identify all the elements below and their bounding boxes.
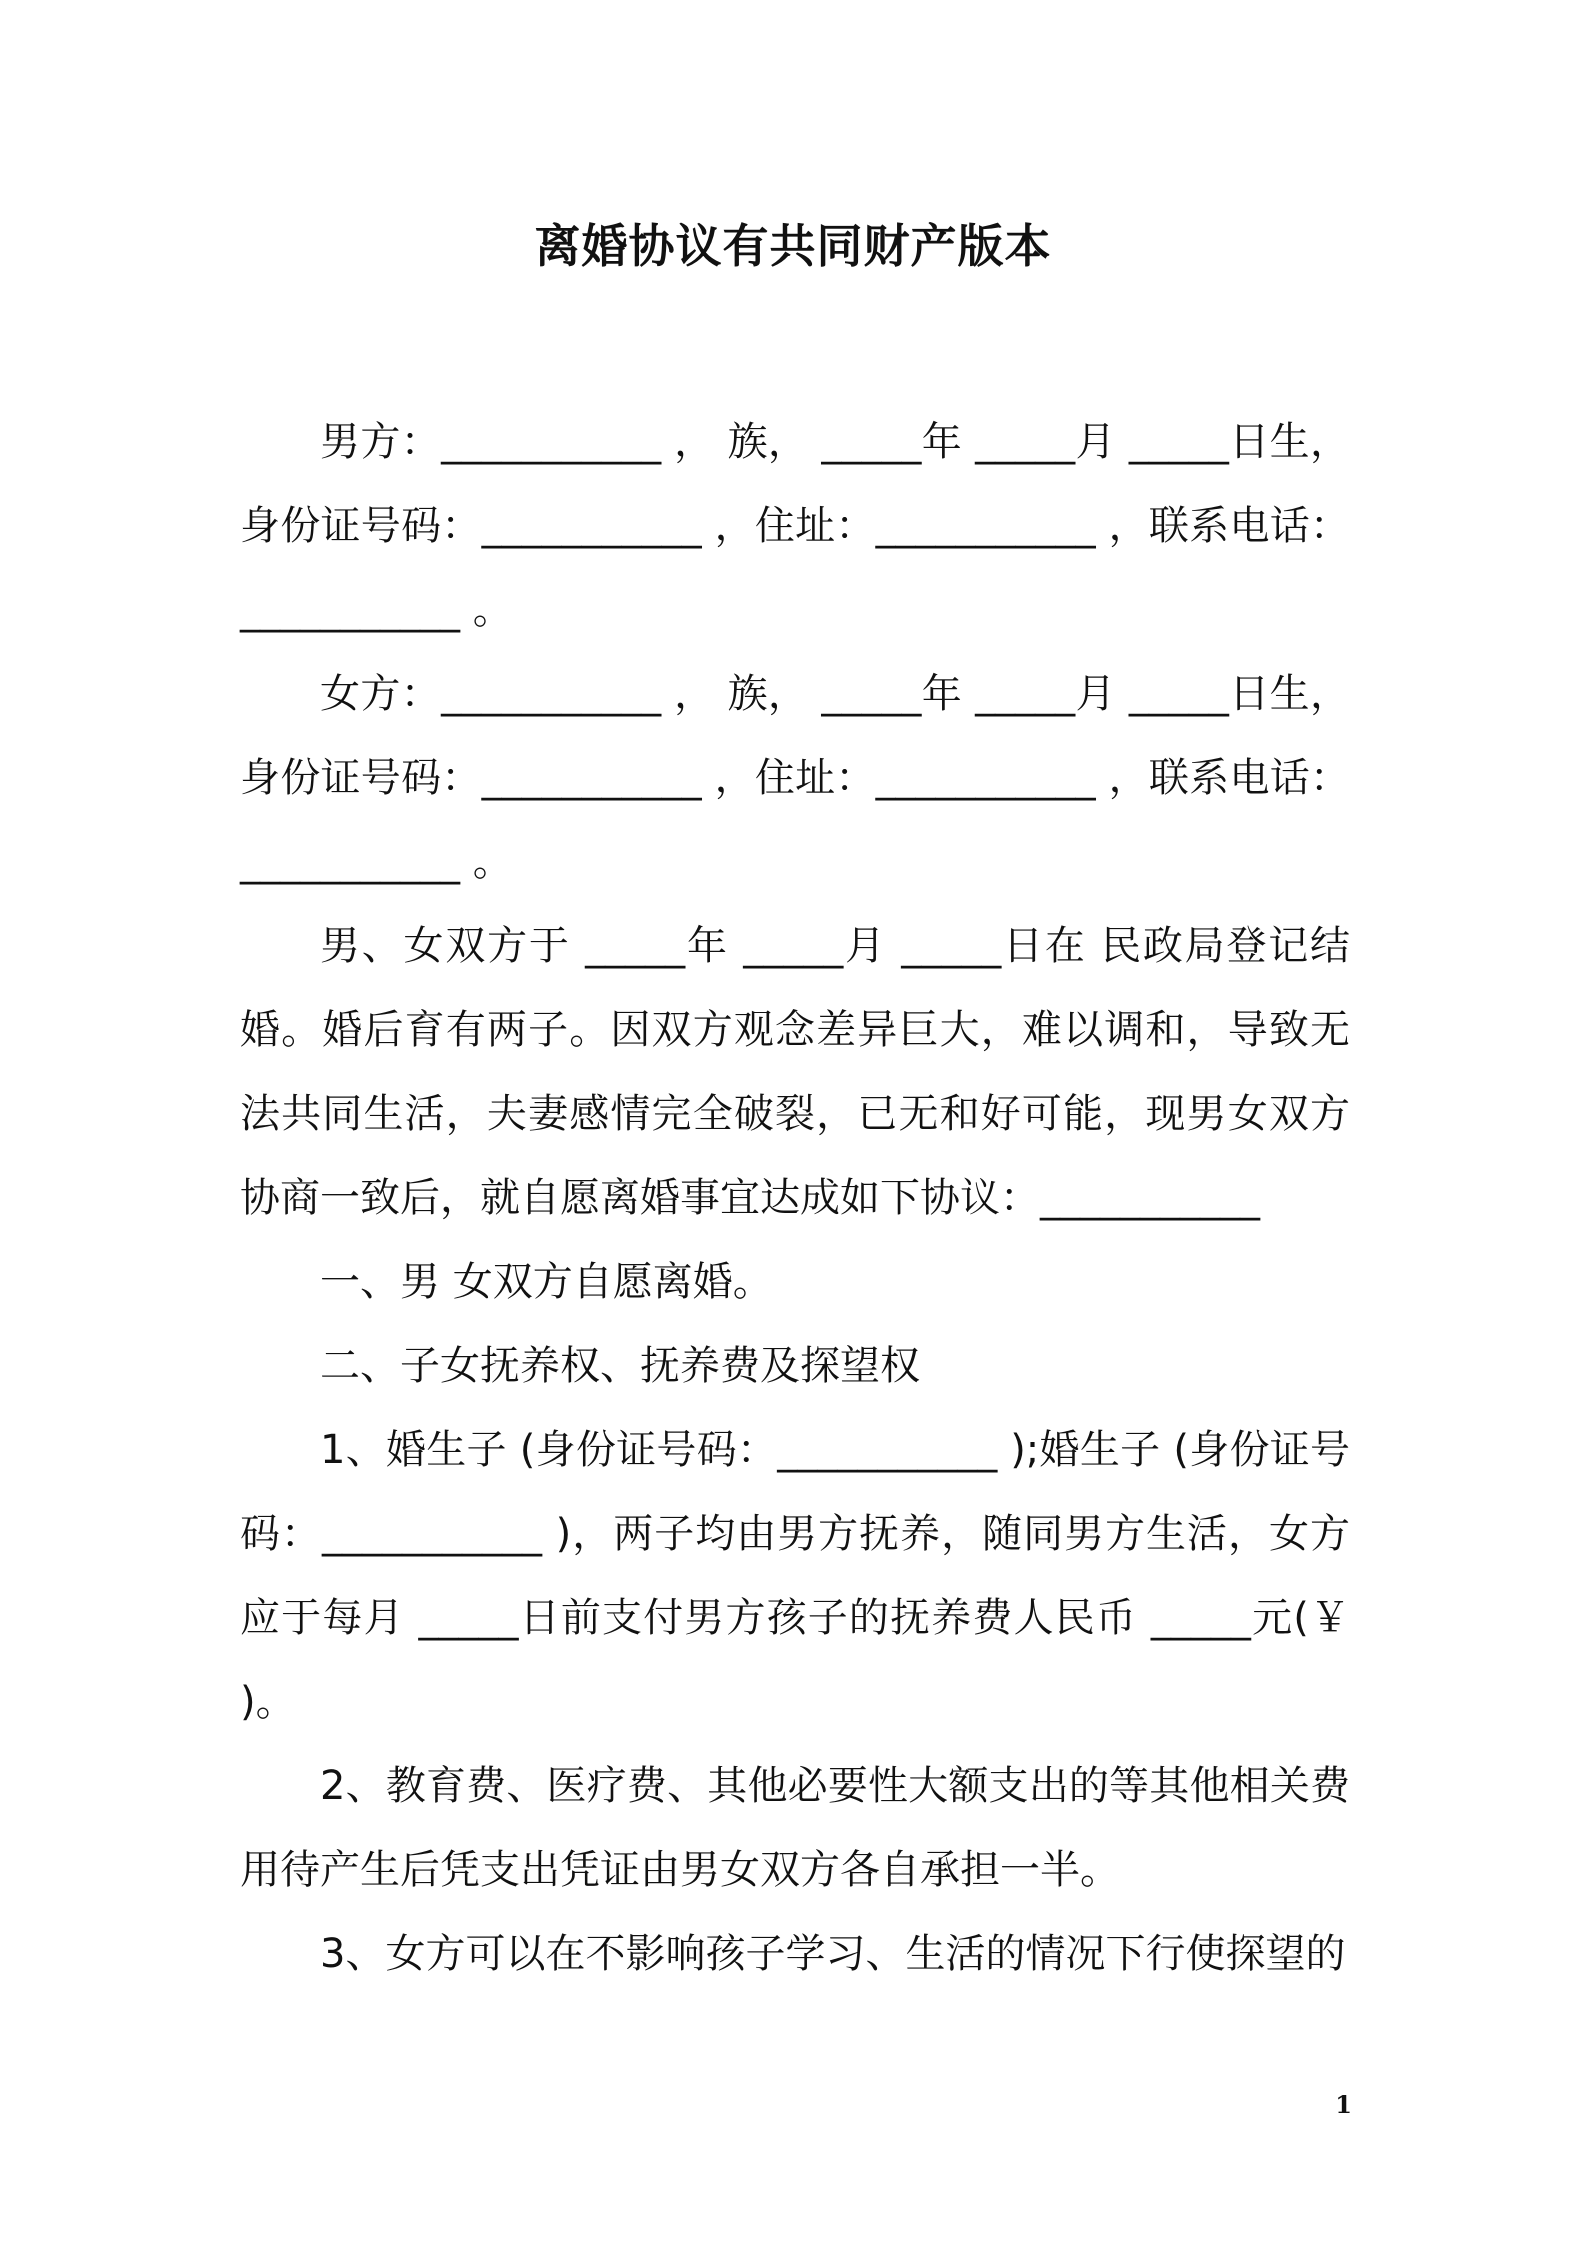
document-title: 离婚协议有共同财产版本 <box>534 219 1052 273</box>
visitation-paragraph: 3、女方可以在不影响孩子学习、生活的情况下行使探望的 <box>320 1931 1346 1977</box>
expenses-paragraph: 2、教育费、医疗费、其他必要性大额支出的等其他相关费用待产生后凭支出凭证由男女双方各自承担一半。 <box>240 1763 1350 1893</box>
clause-two-heading: 二、子女抚养权、抚养费及探望权 <box>320 1343 920 1389</box>
clause-one-paragraph: 一、男 女双方自愿离婚。 <box>320 1259 773 1305</box>
custody-paragraph: 1、婚生子 (身份证号码：___________ );婚生子 (身份证号码：___________ )，两子均由男方抚养，随同男方生活，女方应于每月 _____日前支付男方孩子的抚养费人民币 _____元(￥ )。 <box>240 1427 1350 1725</box>
marriage-background-paragraph: 男、女双方于 _____年 _____月 _____日在 民政局登记结婚。婚后育有两子。因双方观念差异巨大，难以调和，导致无法共同生活，夫妻感情完全破裂，已无和好可能，现男女双方协商一致后，就自愿离婚事宜达成如下协议：___________ <box>240 923 1350 1221</box>
male-party-paragraph: 男方：___________ ， 族， _____年 _____月 _____日生，身份证号码：___________ ，住址：___________ ，联系电话：___________ 。 <box>240 419 1350 633</box>
page-number: 1 <box>1335 2090 1352 2119</box>
female-party-paragraph: 女方：___________ ， 族， _____年 _____月 _____日生，身份证号码：___________ ，住址：___________ ，联系电话：___________ 。 <box>240 671 1350 885</box>
document-body <box>240 400 1350 1996</box>
